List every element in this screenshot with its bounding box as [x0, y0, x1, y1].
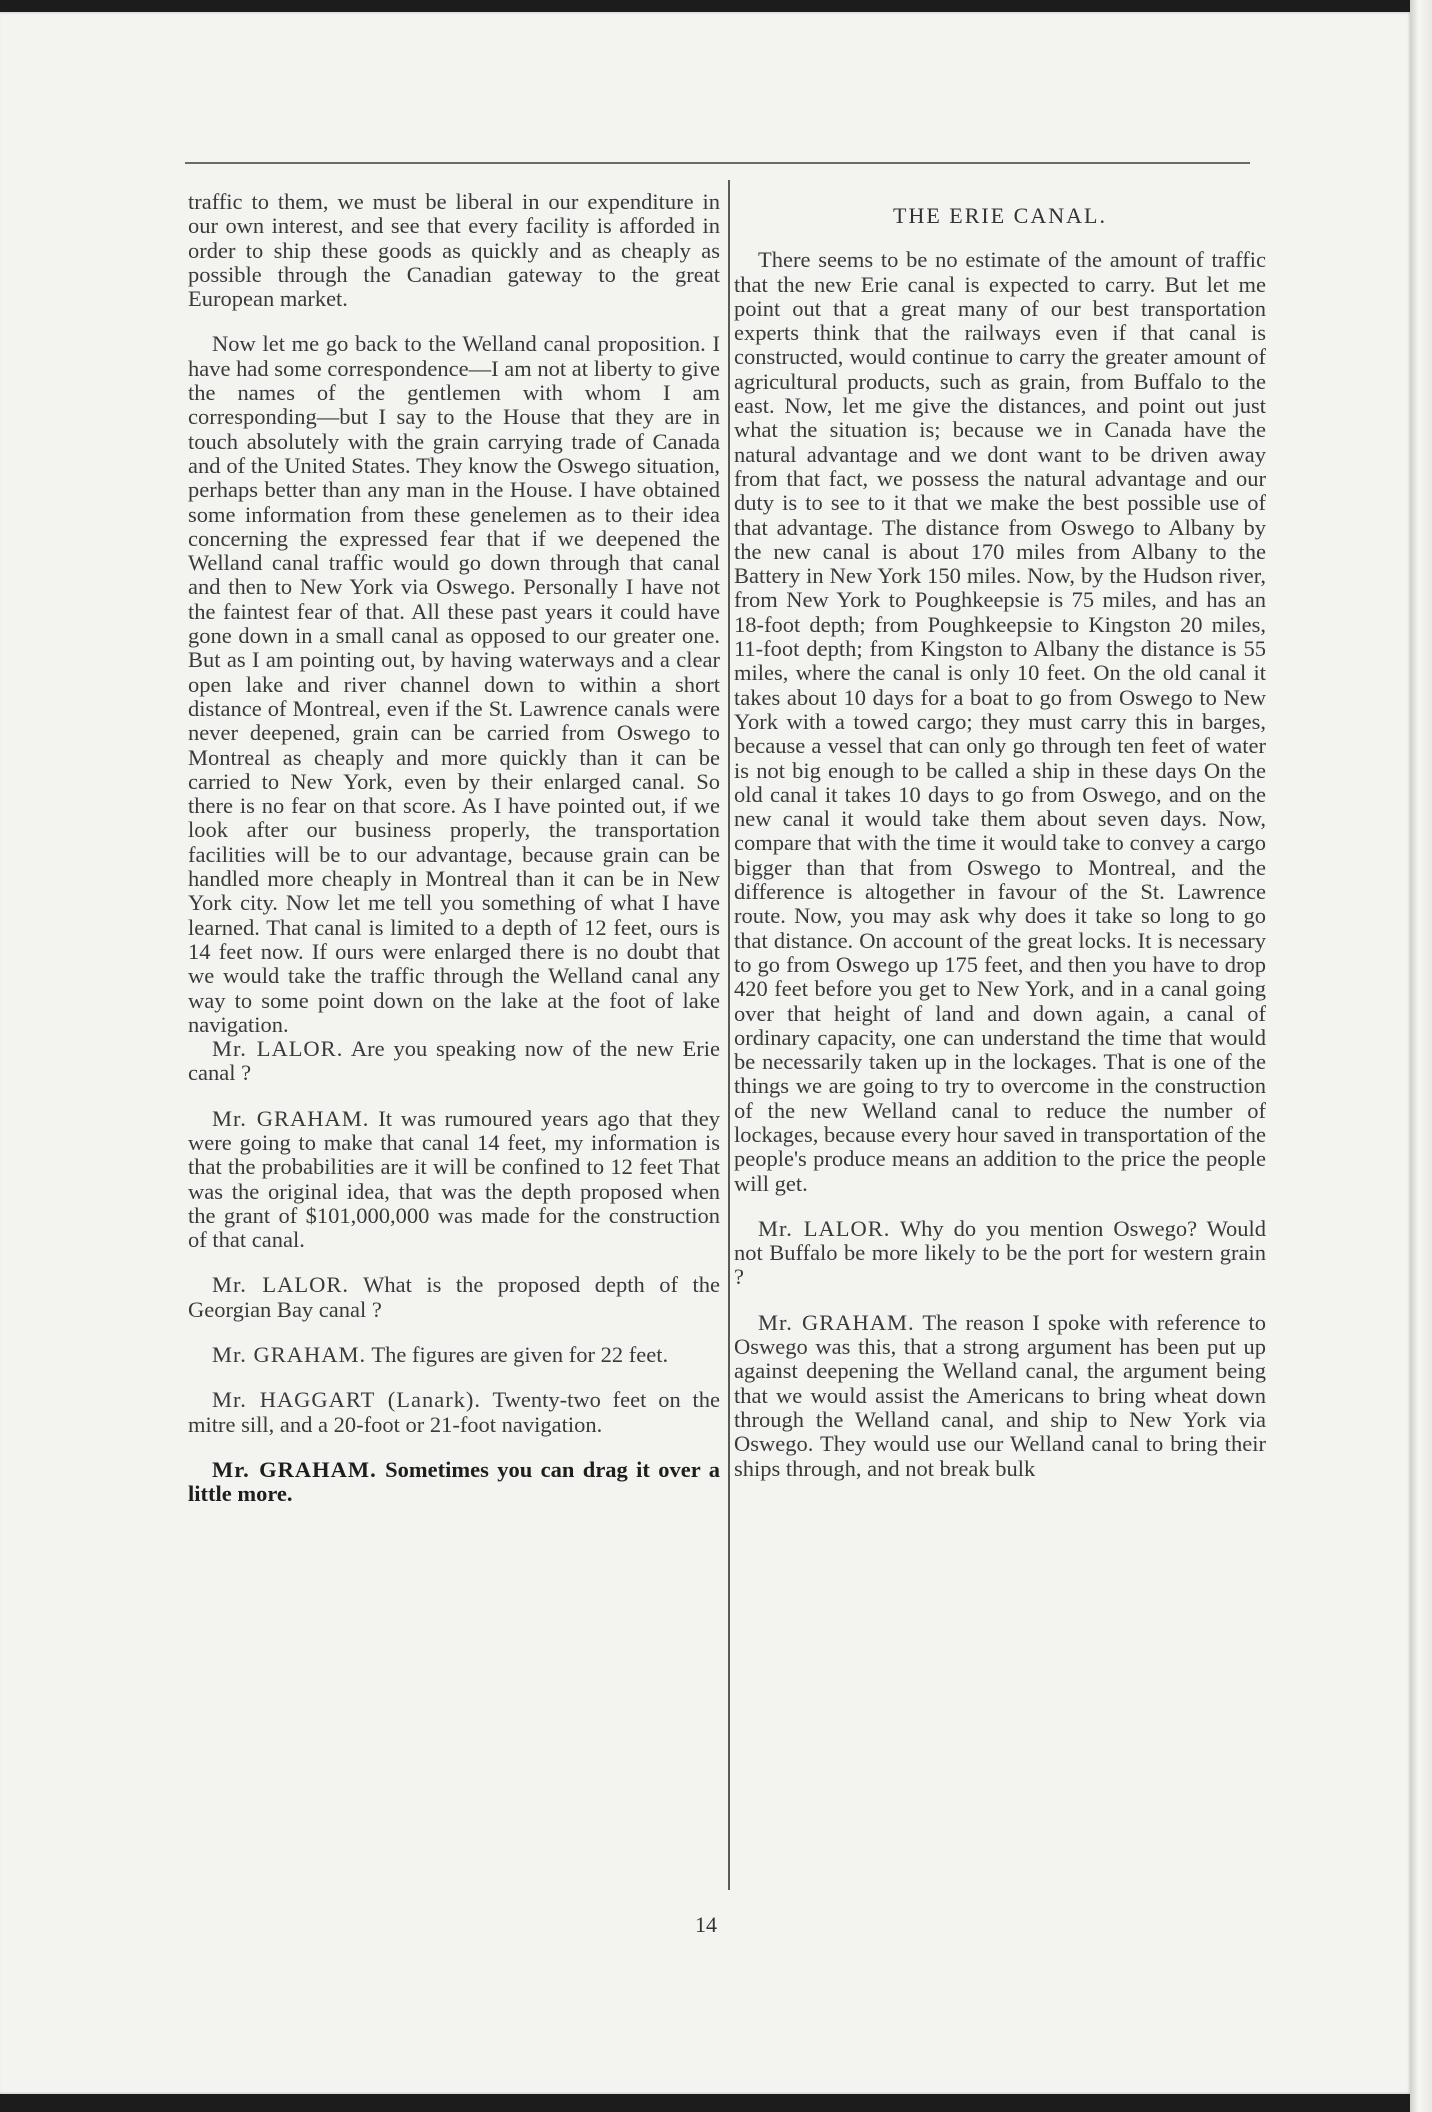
speaker-name: Mr. LALOR.: [758, 1215, 891, 1241]
right-paragraph-2: [734, 1217, 1266, 1290]
right-paragraph-3: [734, 1311, 1266, 1481]
right-paragraph-1: There seems to be no estimate of the amount of traffic that the new Erie canal is expected to carry. But let me point out that a great many of our best transportation experts think that the railways even if that canal is constructed, would continue to carry the greater amount of agricultural products, such as grain, from Buffalo to the east. Now, let me give the distances, and point out just what the situation is; because we in Canada have the natural advantage and we dont want to be driven away from that fact, we possess the natural advantage and our duty is to see to it that we make the best possible use of that advantage. The distance from Oswego to Albany by the new canal is about 170 miles from Albany to the Battery in New York 150 miles. Now, by the Hudson river, from New York to Poughkeepsie is 75 miles, and has an 18-foot depth; from Poughkeepsie to Kingston 20 miles, 11-foot depth; from Kingston to Albany the distance is 55 miles, where the canal is only 10 feet. On the old canal it takes about 10 days for a boat to go from Oswego to New York with a towed cargo; they must carry this in barges, because a vessel that can only go through ten feet of water is not big enough to be called a ship in these days On the old canal it takes 10 days to go from Oswego, and on the new canal it would take them about seven days. Now, compare that with the time it would take to convey a cargo bigger than that from Oswego to Montreal, and the difference is altogether in favour of the St. Lawrence route. Now, you may ask why does it take so long to go that distance. On account of the great locks. It is necessary to go from Oswego up 175 feet, and then you have to drop 420 feet before you get to New York, and in a canal going over that height of land and down again, a canal of ordinary capacity, one can understand the time that would be necessarily taken up in the lockages. That is one of the things we are going to try to overcome in the construction of the new Welland canal to reduce the number of lockages, because every hour saved in transportation of the people's produce means an addition to the price the people will get.: [734, 247, 1266, 1196]
speech-text: Are you speaking now of the new Erie canal ?: [188, 1036, 721, 1086]
column-divider: [728, 180, 730, 1890]
speech-text: The figures are given for 22 feet.: [371, 1342, 669, 1368]
speech-text: Twenty-two feet on the mitre sill, and a 20-foot or 21-foot navigation.: [188, 1387, 720, 1437]
speech-text: Sometimes you can drag it over a little more.: [188, 1456, 721, 1507]
page-number: 14: [695, 1912, 717, 1937]
page-edge: [1410, 0, 1432, 2112]
speaker-name: Mr. GRAHAM.: [212, 1342, 367, 1368]
left-paragraph-6: [188, 1343, 720, 1367]
speaker-name: Mr. GRAHAM.: [758, 1309, 915, 1335]
section-heading: THE ERIE CANAL.: [893, 203, 1107, 228]
document-page: [0, 12, 1412, 2094]
left-paragraph-3: [188, 1037, 720, 1086]
speaker-name: Mr. GRAHAM.: [212, 1456, 377, 1482]
speaker-name: Mr. LALOR.: [212, 1036, 344, 1062]
left-column: [188, 190, 720, 1507]
left-paragraph-1: traffic to them, we must be liberal in our expenditure in our own interest, and see that every facility is afforded in order to ship these goods as quickly and as cheaply as possible through the Canadian gateway to the great European market.: [188, 189, 720, 312]
left-paragraph-7: [188, 1388, 720, 1437]
speech-text: What is the proposed depth of the Georgian Bay canal ?: [188, 1272, 720, 1322]
left-paragraph-4: [188, 1107, 720, 1253]
speaker-name: Mr. LALOR.: [212, 1272, 349, 1298]
speech-text: Why do you mention Oswego? Would not Buffalo be more likely to be the port for western grain ?: [734, 1215, 1267, 1290]
speech-text: The reason I spoke with reference to Oswego was this, that a strong argument has been put up against deepening the Welland canal, the argument being that we would assist the Americans to bring wheat down through the Welland canal, and ship to New York via Oswego. They would use our Welland canal to bring their ships through, and not break bulk: [734, 1309, 1267, 1481]
left-paragraph-8: [188, 1458, 720, 1507]
speaker-name: Mr. GRAHAM.: [212, 1105, 370, 1131]
header-rule: [185, 162, 1250, 164]
left-paragraph-5: [188, 1273, 720, 1322]
speech-text: It was rumoured years ago that they were going to make that canal 14 feet, my information is that the probabilities are it will be confined to 12 feet That was the original idea, that was the depth proposed when the grant of $101,000,000 was made for the construction of that canal.: [188, 1105, 720, 1253]
left-paragraph-2: Now let me go back to the Welland canal proposition. I have had some correspondence—I am not at liberty to give the names of the gentlemen with whom I am corresponding—but I say to the House that they are in touch absolutely with the grain carrying trade of Canada and of the United States. They know the Oswego situation, perhaps better than any man in the House. I have obtained some information from these genelemen as to their idea concerning the expressed fear that if we deepened the Welland canal traffic would go down through that canal and then to New York via Oswego. Personally I have not the faintest fear of that. All these past years it could have gone down in a small canal as opposed to our greater one. But as I am pointing out, by having waterways and a clear open lake and river channel down to within a short distance of Montreal, even if the St. Lawrence canals were never deepened, grain can be carried from Oswego to Montreal as cheaply and more quickly than it can be carried to New York, even by their enlarged canal. So there is no fear on that score. As I have pointed out, if we look after our business properly, the transportation facilities will be to our advantage, because grain can be handled more cheaply in Montreal than it can be in New York city. Now let me tell you something of what I have learned. That canal is limited to a depth of 12 feet, ours is 14 feet now. If ours were enlarged there is no doubt that we would take the traffic through the Welland canal any way to some point down on the lake at the foot of lake navigation.: [188, 331, 720, 1037]
speaker-name: Mr. HAGGART (Lanark).: [212, 1387, 482, 1413]
right-column: [734, 190, 1266, 1481]
